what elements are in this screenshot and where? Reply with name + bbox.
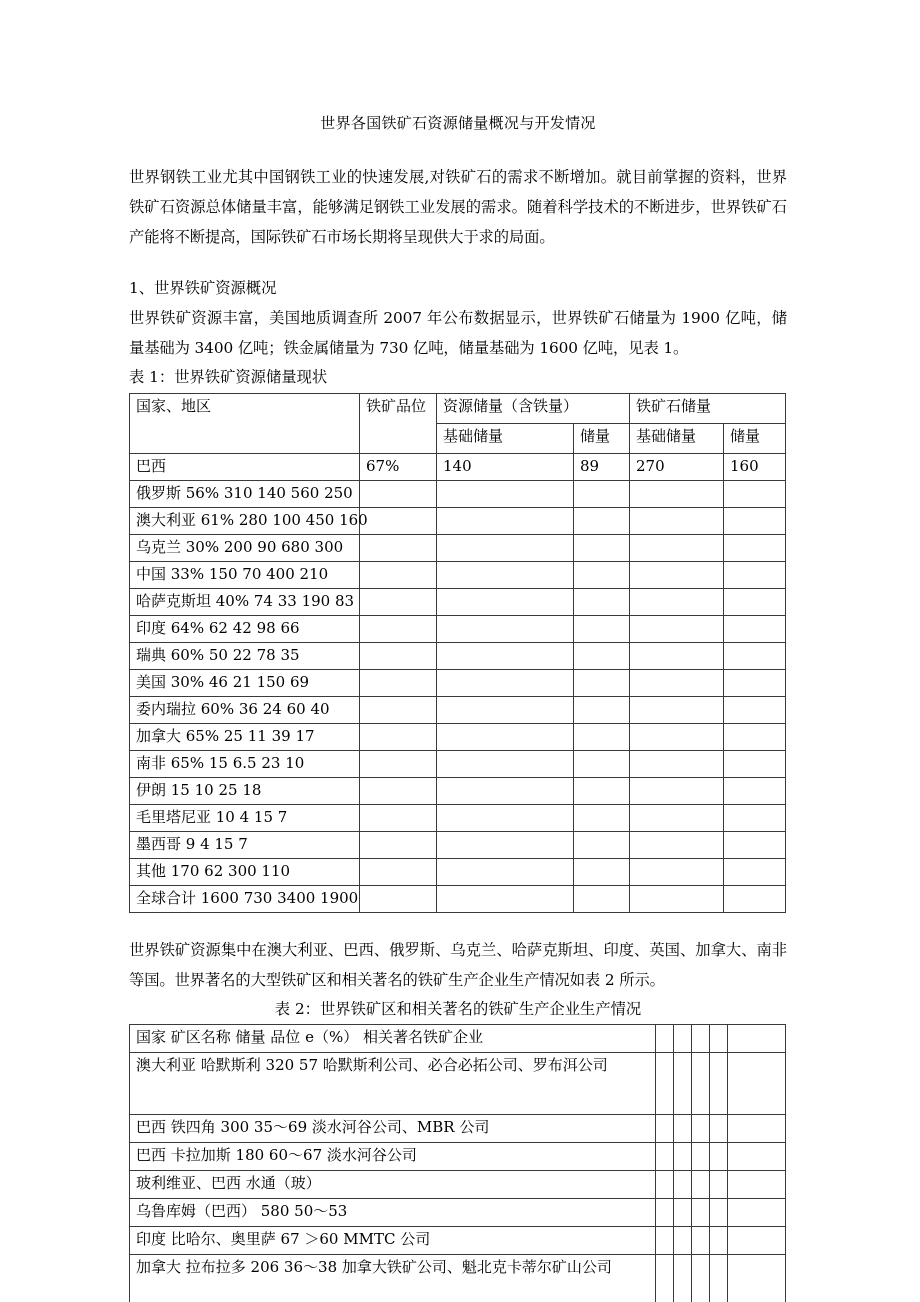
page-title: 世界各国铁矿石资源储量概况与开发情况	[320, 114, 596, 132]
header-resource-reserves: 资源储量（含铁量）	[437, 394, 630, 424]
cell-mine-info: 巴西 卡拉加斯 180 60～67 淡水河谷公司	[130, 1143, 656, 1171]
cell-ore-base	[630, 670, 724, 697]
cell-ore-base	[630, 508, 724, 535]
cell-ore	[724, 697, 786, 724]
cell-ore	[724, 670, 786, 697]
cell-ore	[724, 805, 786, 832]
table-row	[130, 1255, 786, 1302]
cell-mine-info: 玻利维亚、巴西 水通（玻）	[130, 1171, 656, 1199]
table-2-caption: 表 2：世界铁矿区和相关著名的铁矿生产企业生产情况	[274, 1000, 642, 1018]
header-extra-2	[674, 1025, 692, 1053]
cell-extra-1	[656, 1053, 674, 1115]
cell-ore-base	[630, 535, 724, 562]
cell-country: 南非 65% 15 6.5 23 10	[130, 751, 360, 778]
cell-res-base	[437, 778, 574, 805]
cell-res-base	[437, 886, 574, 913]
cell-country: 澳大利亚 61% 280 100 450 160	[130, 508, 360, 535]
table-row	[130, 508, 786, 535]
cell-res-base	[437, 751, 574, 778]
cell-ore	[724, 616, 786, 643]
cell-extra-2	[674, 1227, 692, 1255]
cell-mine-info: 澳大利亚 哈默斯利 320 57 哈默斯利公司、必合必拓公司、罗布洱公司	[130, 1053, 656, 1115]
table-row	[130, 1227, 786, 1255]
cell-ore-base	[630, 643, 724, 670]
cell-country: 毛里塔尼亚 10 4 15 7	[130, 805, 360, 832]
cell-extra-3	[692, 1053, 710, 1115]
cell-country: 俄罗斯 56% 310 140 560 250	[130, 481, 360, 508]
cell-res: 89	[574, 454, 630, 481]
cell-country: 美国 30% 46 21 150 69	[130, 670, 360, 697]
header-ore-reserve: 储量	[724, 424, 786, 454]
cell-res	[574, 535, 630, 562]
cell-extra-2	[674, 1255, 692, 1302]
cell-extra-5	[728, 1199, 786, 1227]
table-row	[130, 1199, 786, 1227]
cell-country: 哈萨克斯坦 40% 74 33 190 83	[130, 589, 360, 616]
cell-ore-base	[630, 859, 724, 886]
cell-ore	[724, 643, 786, 670]
cell-grade	[360, 670, 437, 697]
cell-grade	[360, 778, 437, 805]
cell-res	[574, 886, 630, 913]
cell-country: 中国 33% 150 70 400 210	[130, 562, 360, 589]
cell-res-base	[437, 481, 574, 508]
cell-ore	[724, 508, 786, 535]
cell-ore-base	[630, 832, 724, 859]
spacer	[129, 134, 787, 162]
cell-extra-1	[656, 1199, 674, 1227]
cell-extra-5	[728, 1171, 786, 1199]
cell-grade	[360, 751, 437, 778]
table-row	[130, 616, 786, 643]
cell-country: 瑞典 60% 50 22 78 35	[130, 643, 360, 670]
cell-ore-base	[630, 724, 724, 751]
cell-extra-4	[710, 1255, 728, 1302]
cell-res	[574, 751, 630, 778]
cell-ore	[724, 481, 786, 508]
cell-extra-1	[656, 1171, 674, 1199]
cell-country: 乌克兰 30% 200 90 680 300	[130, 535, 360, 562]
cell-ore	[724, 832, 786, 859]
table-row	[130, 778, 786, 805]
cell-ore	[724, 886, 786, 913]
spacer	[129, 913, 787, 935]
header-ore-base-reserve: 基础储量	[630, 424, 724, 454]
table-row	[130, 1115, 786, 1143]
cell-res-base	[437, 805, 574, 832]
header-extra-4	[710, 1025, 728, 1053]
cell-mine-info: 印度 比哈尔、奥里萨 67 ＞60 MMTC 公司	[130, 1227, 656, 1255]
table-row	[130, 589, 786, 616]
cell-ore	[724, 589, 786, 616]
cell-res	[574, 508, 630, 535]
cell-country: 全球合计 1600 730 3400 1900	[130, 886, 360, 913]
cell-grade	[360, 562, 437, 589]
cell-res-base	[437, 724, 574, 751]
cell-extra-5	[728, 1143, 786, 1171]
cell-res	[574, 697, 630, 724]
cell-extra-4	[710, 1199, 728, 1227]
cell-res-base	[437, 643, 574, 670]
cell-extra-3	[692, 1171, 710, 1199]
table-2-mining-districts	[129, 1024, 786, 1302]
cell-grade: 67%	[360, 454, 437, 481]
cell-grade	[360, 535, 437, 562]
cell-mine-info: 巴西 铁四角 300 35～69 淡水河谷公司、MBR 公司	[130, 1115, 656, 1143]
header-res-reserve: 储量	[574, 424, 630, 454]
header-extra-3	[692, 1025, 710, 1053]
cell-res-base: 140	[437, 454, 574, 481]
cell-grade	[360, 886, 437, 913]
document-content	[129, 0, 787, 1302]
cell-res-base	[437, 616, 574, 643]
cell-ore	[724, 724, 786, 751]
cell-grade	[360, 832, 437, 859]
cell-grade	[360, 724, 437, 751]
cell-grade	[360, 859, 437, 886]
cell-country: 墨西哥 9 4 15 7	[130, 832, 360, 859]
cell-extra-3	[692, 1255, 710, 1302]
cell-country: 加拿大 65% 25 11 39 17	[130, 724, 360, 751]
table-row	[130, 859, 786, 886]
header-res-base-reserve: 基础储量	[437, 424, 574, 454]
cell-country: 巴西	[130, 454, 360, 481]
cell-extra-1	[656, 1227, 674, 1255]
cell-grade	[360, 508, 437, 535]
cell-res	[574, 589, 630, 616]
cell-extra-3	[692, 1199, 710, 1227]
table-row	[130, 724, 786, 751]
cell-ore	[724, 859, 786, 886]
cell-ore-base	[630, 751, 724, 778]
cell-extra-2	[674, 1143, 692, 1171]
cell-mine-info: 乌鲁库姆（巴西） 580 50～53	[130, 1199, 656, 1227]
cell-ore	[724, 535, 786, 562]
cell-extra-4	[710, 1143, 728, 1171]
cell-res	[574, 859, 630, 886]
cell-res	[574, 481, 630, 508]
cell-extra-4	[710, 1227, 728, 1255]
cell-country: 委内瑞拉 60% 36 24 60 40	[130, 697, 360, 724]
cell-ore-base	[630, 589, 724, 616]
cell-res	[574, 616, 630, 643]
table-row	[130, 643, 786, 670]
cell-extra-5	[728, 1227, 786, 1255]
cell-res-base	[437, 535, 574, 562]
table-row	[130, 751, 786, 778]
cell-extra-4	[710, 1171, 728, 1199]
cell-extra-2	[674, 1053, 692, 1115]
table-row	[130, 1143, 786, 1171]
table-1-iron-ore-reserves	[129, 393, 786, 913]
cell-ore-base	[630, 805, 724, 832]
section-1-paragraph: 世界铁矿资源丰富，美国地质调查所 2007 年公布数据显示，世界铁矿石储量为 1900 亿吨，储量基础为 3400 亿吨；铁金属储量为 730 亿吨，储量基础为 1600 亿吨，见表 1。	[129, 309, 787, 357]
cell-ore: 160	[724, 454, 786, 481]
header-ore-reserves: 铁矿石储量	[630, 394, 786, 424]
cell-extra-2	[674, 1199, 692, 1227]
cell-res-base	[437, 589, 574, 616]
cell-extra-5	[728, 1115, 786, 1143]
cell-res-base	[437, 508, 574, 535]
table-row	[130, 1171, 786, 1199]
cell-res-base	[437, 670, 574, 697]
table-row	[130, 697, 786, 724]
cell-extra-3	[692, 1227, 710, 1255]
table-row	[130, 535, 786, 562]
cell-ore	[724, 778, 786, 805]
table-row-header	[130, 1025, 786, 1053]
cell-country: 其他 170 62 300 110	[130, 859, 360, 886]
table-row	[130, 562, 786, 589]
cell-extra-1	[656, 1255, 674, 1302]
table-row	[130, 805, 786, 832]
spacer	[129, 252, 787, 274]
cell-res	[574, 778, 630, 805]
cell-country: 伊朗 15 10 25 18	[130, 778, 360, 805]
cell-grade	[360, 697, 437, 724]
cell-grade	[360, 481, 437, 508]
cell-extra-4	[710, 1115, 728, 1143]
cell-grade	[360, 643, 437, 670]
header-extra-5	[728, 1025, 786, 1053]
cell-extra-5	[728, 1053, 786, 1115]
section-1-heading: 1、世界铁矿资源概况	[129, 279, 277, 297]
cell-res	[574, 724, 630, 751]
cell-ore	[724, 562, 786, 589]
cell-grade	[360, 616, 437, 643]
cell-extra-1	[656, 1143, 674, 1171]
cell-ore-base	[630, 616, 724, 643]
cell-extra-2	[674, 1171, 692, 1199]
cell-extra-3	[692, 1115, 710, 1143]
cell-res-base	[437, 562, 574, 589]
cell-extra-2	[674, 1115, 692, 1143]
header-country: 国家、地区	[130, 394, 360, 454]
table-row	[130, 670, 786, 697]
cell-ore-base	[630, 778, 724, 805]
cell-extra-3	[692, 1143, 710, 1171]
cell-ore-base	[630, 886, 724, 913]
cell-extra-4	[710, 1053, 728, 1115]
cell-ore-base	[630, 697, 724, 724]
header-extra-1	[656, 1025, 674, 1053]
cell-country: 印度 64% 62 42 98 66	[130, 616, 360, 643]
cell-ore-base	[630, 562, 724, 589]
cell-res	[574, 643, 630, 670]
cell-res	[574, 562, 630, 589]
cell-ore	[724, 751, 786, 778]
intro-paragraph: 世界钢铁工业尤其中国钢铁工业的快速发展,对铁矿石的需求不断增加。就目前掌握的资料，世界铁矿石资源总体储量丰富，能够满足钢铁工业发展的需求。随着科学技术的不断进步，世界铁矿石产能将不断提高，国际铁矿石市场长期将呈现供大于求的局面。	[129, 168, 787, 246]
table-row	[130, 481, 786, 508]
middle-paragraph: 世界铁矿资源集中在澳大利亚、巴西、俄罗斯、乌克兰、哈萨克斯坦、印度、英国、加拿大、南非等国。世界著名的大型铁矿区和相关著名的铁矿生产企业生产情况如表 2 所示。	[129, 941, 787, 989]
cell-res-base	[437, 697, 574, 724]
cell-extra-5	[728, 1255, 786, 1302]
cell-res-base	[437, 859, 574, 886]
table-row	[130, 1053, 786, 1115]
table-row	[130, 886, 786, 913]
cell-extra-1	[656, 1115, 674, 1143]
cell-ore-base: 270	[630, 454, 724, 481]
cell-res	[574, 805, 630, 832]
cell-grade	[360, 589, 437, 616]
table-row	[130, 832, 786, 859]
header-main: 国家 矿区名称 储量 品位 e（%） 相关著名铁矿企业	[130, 1025, 656, 1053]
cell-res-base	[437, 832, 574, 859]
cell-mine-info: 加拿大 拉布拉多 206 36～38 加拿大铁矿公司、魁北克卡蒂尔矿山公司	[130, 1255, 656, 1302]
cell-grade	[360, 805, 437, 832]
table-1-caption: 表 1：世界铁矿资源储量现状	[129, 368, 328, 386]
table-row	[130, 454, 786, 481]
cell-res	[574, 832, 630, 859]
cell-res	[574, 670, 630, 697]
table-row-header-1	[130, 394, 786, 424]
cell-ore-base	[630, 481, 724, 508]
header-grade: 铁矿品位	[360, 394, 437, 454]
